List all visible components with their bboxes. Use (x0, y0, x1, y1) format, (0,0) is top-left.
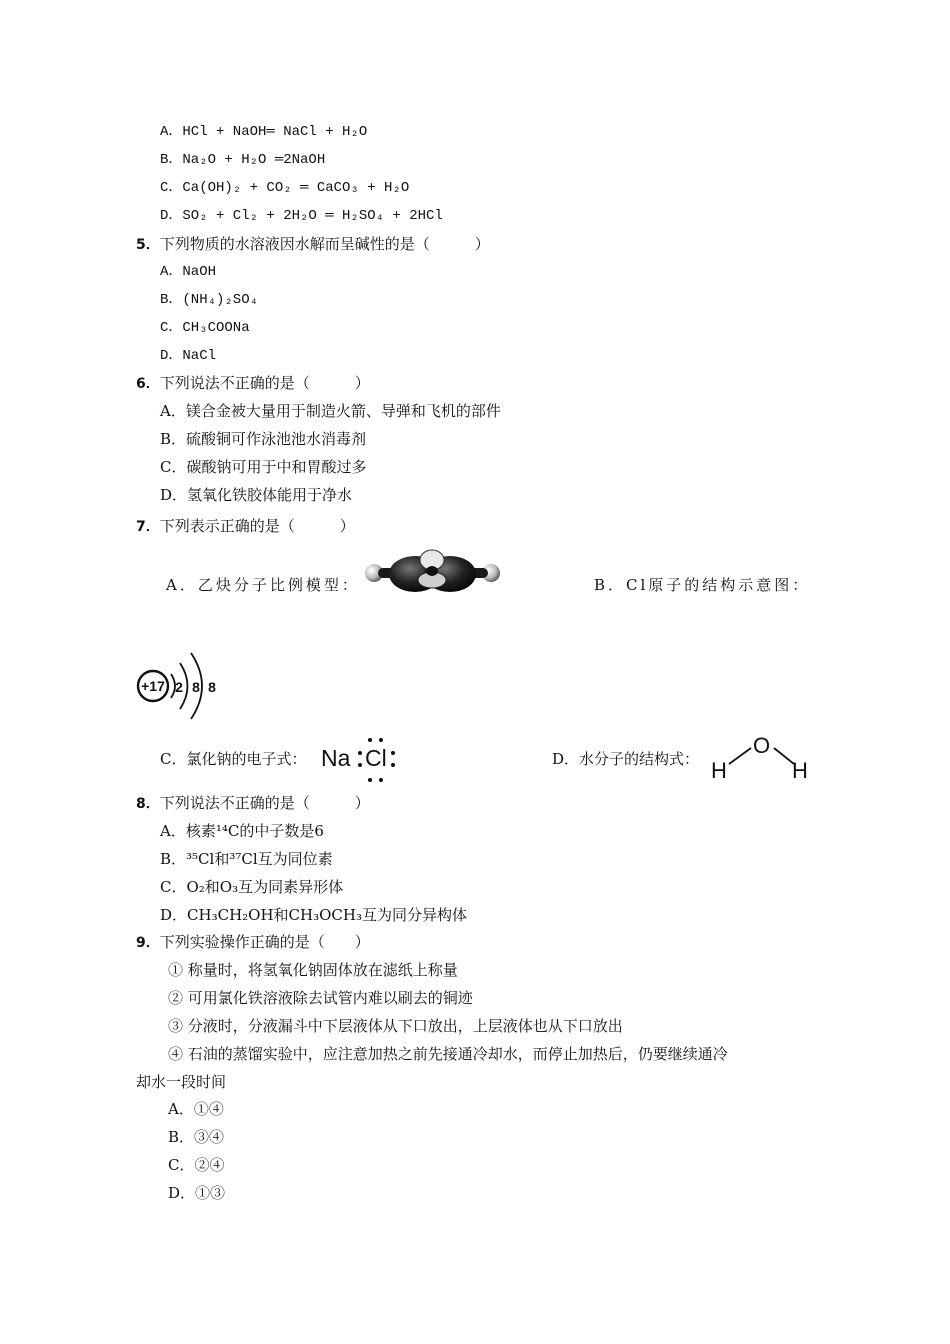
q7-option-d: D．水分子的结构式： (552, 750, 700, 768)
acetylene-model-image (360, 544, 505, 594)
sodium-symbol: Na (321, 745, 351, 771)
nacl-electron-formula (318, 734, 408, 784)
q4-option-b: B．Na₂O + H₂O ═2NaOH (160, 152, 326, 168)
q8-option-a: A．核素¹⁴C的中子数是6 (160, 822, 324, 840)
q9-statement-3: ③ 分液时，分液漏斗中下层液体从下口放出，上层液体也从下口放出 (168, 1017, 623, 1035)
bond-left (729, 748, 751, 764)
q9-statement-4: ④ 石油的蒸馏实验中，应注意加热之前先接通冷却水，而停止加热后，仍要继续通冷 (168, 1045, 728, 1063)
cl-shell-1-electrons: 2 (175, 679, 183, 695)
hydrogen-atom-left: H (711, 758, 727, 783)
question-number: 9． (136, 935, 160, 951)
cl-nucleus-charge: +17 (141, 678, 165, 694)
q8-option-b: B．³⁵Cl和³⁷Cl互为同位素 (160, 850, 333, 868)
question-5 (136, 234, 490, 255)
oxygen-atom: O (753, 733, 771, 758)
question-stem: 下列实验操作正确的是（ ） (159, 933, 370, 951)
q9-option-d: D．①③ (168, 1184, 226, 1202)
question-8 (136, 793, 370, 814)
q8-option-c: C．O₂和O₃互为同素异形体 (160, 878, 344, 896)
q9-statement-1: ① 称量时，将氢氧化钠固体放在滤纸上称量 (168, 961, 458, 979)
question-stem: 下列表示正确的是（ ） (159, 517, 355, 535)
q4-option-a: A．HCl + NaOH═ NaCl + H₂O (160, 124, 368, 140)
q9-option-c: C．②④ (168, 1156, 225, 1174)
question-number: 7． (136, 519, 160, 535)
q5-option-b: B．(NH₄)₂SO₄ (160, 292, 259, 308)
q8-option-d: D．CH₃CH₂OH和CH₃OCH₃互为同分异构体 (160, 906, 467, 924)
chlorine-symbol: Cl (365, 745, 387, 771)
question-number: 8． (136, 796, 160, 812)
cl-atom-structure-diagram (135, 648, 225, 724)
question-number: 5． (136, 237, 160, 253)
q6-option-c: C．碳酸钠可用于中和胃酸过多 (160, 458, 367, 476)
q7-option-a: A．乙炔分子比例模型： (166, 576, 360, 594)
question-number: 6． (136, 376, 160, 392)
q6-option-a: A．镁合金被大量用于制造火箭、导弹和飞机的部件 (160, 402, 501, 420)
q5-option-c: C．CH₃COONa (160, 320, 250, 336)
q5-option-a: A．NaOH (160, 264, 217, 280)
q9-statement-4-continued: 却水一段时间 (136, 1073, 227, 1091)
question-9 (136, 932, 370, 953)
q4-option-c: C．Ca(OH)₂ + CO₂ ═ CaCO₃ + H₂O (160, 180, 410, 196)
water-structural-formula (708, 732, 818, 784)
q6-option-b: B．硫酸铜可作泳池池水消毒剂 (160, 430, 367, 448)
question-6 (136, 373, 370, 394)
q9-option-a: A．①④ (168, 1100, 224, 1118)
q7-option-b: B．Cl原子的结构示意图： (594, 576, 811, 594)
cl-shell-3-electrons: 8 (208, 679, 216, 695)
q5-option-d: D．NaCl (160, 348, 217, 364)
question-stem: 下列说法不正确的是（ ） (159, 794, 370, 812)
question-stem: 下列物质的水溶液因水解而呈碱性的是（ ） (159, 235, 490, 253)
q9-statement-2: ② 可用氯化铁溶液除去试管内难以刷去的铜迹 (168, 989, 473, 1007)
question-stem: 下列说法不正确的是（ ） (159, 374, 370, 392)
q9-option-b: B．③④ (168, 1128, 225, 1146)
hydrogen-atom-right: H (792, 758, 808, 783)
q6-option-d: D．氢氧化铁胶体能用于净水 (160, 486, 353, 504)
q4-option-d: D．SO₂ + Cl₂ + 2H₂O ═ H₂SO₄ + 2HCl (160, 208, 443, 224)
cl-shell-2-electrons: 8 (192, 679, 200, 695)
question-7 (136, 516, 355, 537)
bond-right (774, 748, 794, 764)
q7-option-c: C．氯化钠的电子式： (160, 750, 307, 768)
